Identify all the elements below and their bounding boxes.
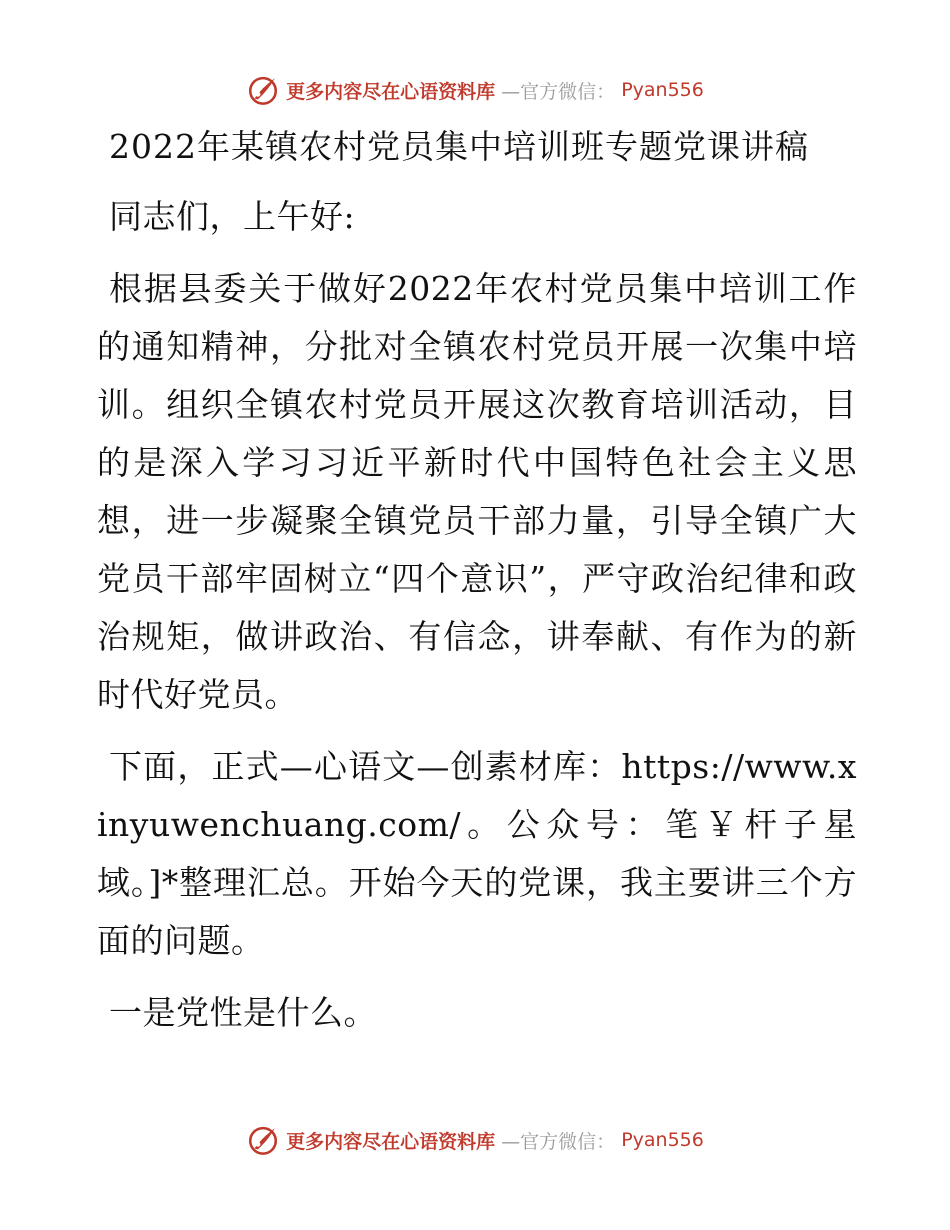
quill-logo-icon xyxy=(246,73,280,107)
banner-site-name: 更多内容尽在心语资料库 xyxy=(286,1130,496,1153)
document-title: 2022年某镇农村党员集中培训班专题党课讲稿 xyxy=(109,127,809,166)
greeting: 同志们，上午好: xyxy=(109,197,356,236)
banner-wechat-label: —官方微信： xyxy=(501,1130,616,1153)
banner-wechat-account: Pyan556 xyxy=(621,1129,704,1151)
banner-site-name: 更多内容尽在心语资料库 xyxy=(286,80,496,103)
paragraph-intro: 根据县委关于做好2022年农村党员集中培训工作的通知精神，分批对全镇农村党员开展一次集中培训。组织全镇农村党员开展这次教育培训活动，目的是深入学习习近平新时代中国特色社会主义思想，进一步凝聚全镇党员干部力量，引导全镇广大党员干部牢固树立“四个意识”，严守政治纪律和政治规矩，做讲政治、有信念，讲奉献、有作为的新时代好党员。 xyxy=(97,269,857,714)
header-banner xyxy=(0,70,950,110)
document-body xyxy=(97,122,857,1056)
quill-logo-icon xyxy=(246,1123,280,1157)
banner-wechat-label: —官方微信： xyxy=(501,80,616,103)
banner-wechat-account: Pyan556 xyxy=(621,79,704,101)
paragraph-point-one: 一是党性是什么。 xyxy=(109,993,377,1032)
footer-banner-content xyxy=(246,1123,704,1157)
paragraph-outline: 下面，正式—心语文—创素材库：https://www.xinyuwenchuang.com/。公众号：笔￥杆子星域。]*整理汇总。开始今天的党课，我主要讲三个方面的问题。 xyxy=(97,747,857,960)
header-banner-content xyxy=(246,73,704,107)
footer-banner xyxy=(0,1120,950,1160)
